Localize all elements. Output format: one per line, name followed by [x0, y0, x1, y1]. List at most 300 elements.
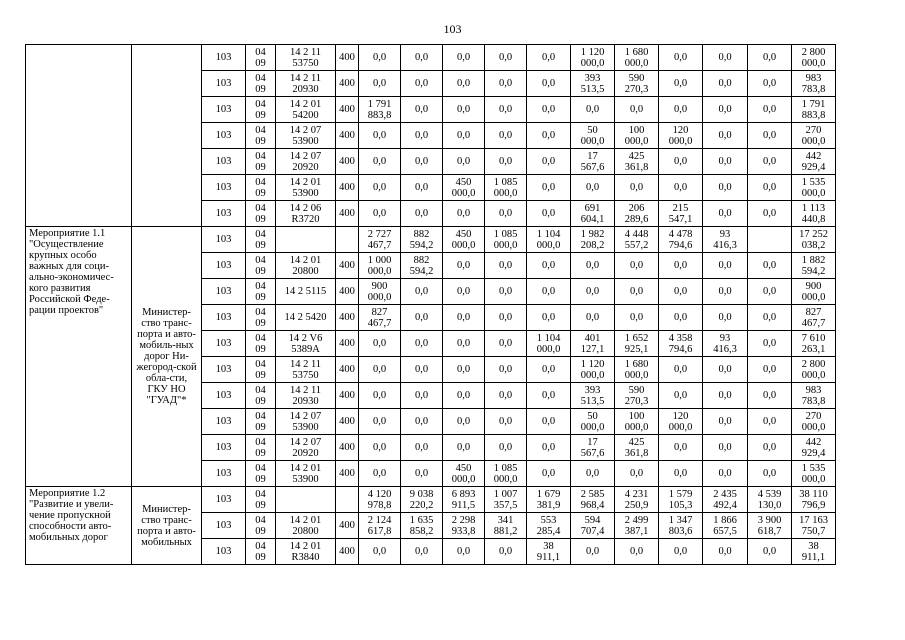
total-cell: 1 113 440,8: [792, 201, 836, 227]
value-2014: 2 124 617,8: [359, 513, 401, 539]
table-row: [26, 487, 882, 513]
value-2020: 0,0: [615, 253, 659, 279]
target-code-cell: 14 2 11 53750: [276, 357, 336, 383]
value-2022: 0,0: [703, 71, 748, 97]
expense-type-cell: 400: [336, 539, 359, 565]
value-2023: 0,0: [748, 175, 792, 201]
value-2017: 0,0: [485, 45, 527, 71]
value-2015: 0,0: [401, 383, 443, 409]
value-2021: 4 358 794,6: [659, 331, 703, 357]
value-2014: 1 791 883,8: [359, 97, 401, 123]
value-2021: 120 000,0: [659, 123, 703, 149]
value-2015: 0,0: [401, 279, 443, 305]
value-2016: 0,0: [443, 279, 485, 305]
code-cell: 103: [202, 513, 246, 539]
value-2018: 0,0: [527, 253, 571, 279]
total-cell: 442 929,4: [792, 149, 836, 175]
value-2020: 4 448 557,2: [615, 227, 659, 253]
value-2018: 553 285,4: [527, 513, 571, 539]
value-2019: 1 982 208,2: [571, 227, 615, 253]
value-2017: 0,0: [485, 539, 527, 565]
value-2019: 1 120 000,0: [571, 357, 615, 383]
target-code-cell: 14 2 5420: [276, 305, 336, 331]
executor-cell: Министер-ство транс-порта и авто-мобильных: [132, 487, 202, 565]
value-2020: 1 680 000,0: [615, 45, 659, 71]
value-2018: 0,0: [527, 357, 571, 383]
value-2023: 0,0: [748, 461, 792, 487]
executor-cell: [132, 45, 202, 227]
value-2016: 0,0: [443, 123, 485, 149]
value-2017: 1 007 357,5: [485, 487, 527, 513]
value-2014: 0,0: [359, 539, 401, 565]
value-2017: 0,0: [485, 201, 527, 227]
value-2014: 4 120 978,8: [359, 487, 401, 513]
total-cell: 1 882 594,2: [792, 253, 836, 279]
value-2014: 0,0: [359, 409, 401, 435]
value-2020: 0,0: [615, 305, 659, 331]
value-2020: 0,0: [615, 461, 659, 487]
code-cell: 103: [202, 409, 246, 435]
value-2019: 393 513,5: [571, 383, 615, 409]
value-2017: 0,0: [485, 435, 527, 461]
section-cell: 04 09: [246, 71, 276, 97]
value-2015: 0,0: [401, 435, 443, 461]
value-2016: 450 000,0: [443, 175, 485, 201]
value-2020: 590 270,3: [615, 71, 659, 97]
value-2021: 0,0: [659, 461, 703, 487]
section-cell: 04 09: [246, 175, 276, 201]
value-2017: 0,0: [485, 409, 527, 435]
value-2021: 0,0: [659, 45, 703, 71]
value-2014: 0,0: [359, 123, 401, 149]
value-2022: 0,0: [703, 383, 748, 409]
expense-type-cell: 400: [336, 201, 359, 227]
target-code-cell: 14 2 07 53900: [276, 409, 336, 435]
section-cell: 04 09: [246, 461, 276, 487]
value-2018: 0,0: [527, 45, 571, 71]
value-2020: 100 000,0: [615, 409, 659, 435]
code-cell: 103: [202, 539, 246, 565]
value-2019: 0,0: [571, 175, 615, 201]
value-2020: 2 499 387,1: [615, 513, 659, 539]
value-2020: 590 270,3: [615, 383, 659, 409]
value-2021: 0,0: [659, 253, 703, 279]
code-cell: 103: [202, 97, 246, 123]
value-2016: 0,0: [443, 201, 485, 227]
value-2021: 1 347 803,6: [659, 513, 703, 539]
target-code-cell: [276, 487, 336, 513]
value-2017: 0,0: [485, 71, 527, 97]
expense-type-cell: [336, 487, 359, 513]
value-2022: 0,0: [703, 149, 748, 175]
value-2016: 0,0: [443, 539, 485, 565]
value-2019: 691 604,1: [571, 201, 615, 227]
value-2018: 38 911,1: [527, 539, 571, 565]
value-2019: 17 567,6: [571, 149, 615, 175]
total-cell: 983 783,8: [792, 383, 836, 409]
value-2015: 0,0: [401, 201, 443, 227]
target-code-cell: 14 2 V6 5389A: [276, 331, 336, 357]
value-2018: 1 679 381,9: [527, 487, 571, 513]
value-2016: 0,0: [443, 383, 485, 409]
value-2015: 0,0: [401, 45, 443, 71]
value-2018: 0,0: [527, 279, 571, 305]
value-2018: 0,0: [527, 71, 571, 97]
value-2016: 0,0: [443, 71, 485, 97]
code-cell: 103: [202, 123, 246, 149]
value-2017: 1 085 000,0: [485, 461, 527, 487]
value-2014: 0,0: [359, 149, 401, 175]
value-2014: 0,0: [359, 435, 401, 461]
value-2018: 0,0: [527, 123, 571, 149]
value-2022: 0,0: [703, 45, 748, 71]
value-2021: 0,0: [659, 279, 703, 305]
value-2015: 882 594,2: [401, 253, 443, 279]
value-2016: 0,0: [443, 409, 485, 435]
expense-type-cell: 400: [336, 45, 359, 71]
value-2016: 0,0: [443, 253, 485, 279]
value-2020: 100 000,0: [615, 123, 659, 149]
value-2018: 0,0: [527, 201, 571, 227]
total-cell: 17 252 038,2: [792, 227, 836, 253]
section-cell: 04 09: [246, 253, 276, 279]
value-2022: 2 435 492,4: [703, 487, 748, 513]
target-code-cell: 14 2 06 R3720: [276, 201, 336, 227]
total-cell: 900 000,0: [792, 279, 836, 305]
value-2023: 0,0: [748, 201, 792, 227]
value-2023: 0,0: [748, 409, 792, 435]
value-2015: 0,0: [401, 123, 443, 149]
expense-type-cell: 400: [336, 305, 359, 331]
section-cell: 04 09: [246, 305, 276, 331]
value-2019: 0,0: [571, 97, 615, 123]
section-cell: 04 09: [246, 149, 276, 175]
value-2018: 0,0: [527, 409, 571, 435]
section-cell: 04 09: [246, 279, 276, 305]
value-2022: 0,0: [703, 253, 748, 279]
value-2022: 1 866 657,5: [703, 513, 748, 539]
value-2015: 0,0: [401, 539, 443, 565]
total-cell: 1 791 883,8: [792, 97, 836, 123]
value-2017: 0,0: [485, 279, 527, 305]
code-cell: 103: [202, 279, 246, 305]
section-cell: 04 09: [246, 513, 276, 539]
value-2019: 17 567,6: [571, 435, 615, 461]
measure-name-cell: Мероприятие 1.2 "Развитие и увели-чение пропускной способности авто-мобильных дорог: [26, 487, 132, 565]
section-cell: 04 09: [246, 45, 276, 71]
target-code-cell: 14 2 01 20800: [276, 513, 336, 539]
total-cell: 38 110 796,9: [792, 487, 836, 513]
value-2019: 0,0: [571, 305, 615, 331]
value-2020: 0,0: [615, 175, 659, 201]
value-2019: 0,0: [571, 253, 615, 279]
value-2020: 425 361,8: [615, 435, 659, 461]
value-2014: 0,0: [359, 357, 401, 383]
value-2021: 0,0: [659, 435, 703, 461]
value-2015: 0,0: [401, 97, 443, 123]
code-cell: 103: [202, 435, 246, 461]
code-cell: 103: [202, 357, 246, 383]
total-cell: 2 800 000,0: [792, 45, 836, 71]
value-2019: 393 513,5: [571, 71, 615, 97]
value-2015: 0,0: [401, 357, 443, 383]
total-cell: 1 535 000,0: [792, 175, 836, 201]
code-cell: 103: [202, 45, 246, 71]
measure-name-cell: [26, 45, 132, 227]
value-2018: 0,0: [527, 97, 571, 123]
value-2016: 0,0: [443, 97, 485, 123]
code-cell: 103: [202, 383, 246, 409]
target-code-cell: 14 2 01 54200: [276, 97, 336, 123]
value-2022: 0,0: [703, 409, 748, 435]
expense-type-cell: 400: [336, 279, 359, 305]
value-2021: 120 000,0: [659, 409, 703, 435]
value-2022: 93 416,3: [703, 227, 748, 253]
value-2022: 93 416,3: [703, 331, 748, 357]
target-code-cell: 14 2 11 20930: [276, 71, 336, 97]
total-cell: 38 911,1: [792, 539, 836, 565]
value-2019: 401 127,1: [571, 331, 615, 357]
value-2016: 0,0: [443, 305, 485, 331]
section-cell: 04 09: [246, 383, 276, 409]
target-code-cell: 14 2 11 53750: [276, 45, 336, 71]
value-2018: 0,0: [527, 175, 571, 201]
value-2014: 0,0: [359, 383, 401, 409]
value-2017: 1 085 000,0: [485, 227, 527, 253]
section-cell: 04 09: [246, 97, 276, 123]
value-2022: 0,0: [703, 123, 748, 149]
value-2021: 0,0: [659, 149, 703, 175]
value-2015: 0,0: [401, 409, 443, 435]
value-2021: 4 478 794,6: [659, 227, 703, 253]
value-2023: 0,0: [748, 539, 792, 565]
value-2016: 450 000,0: [443, 461, 485, 487]
value-2022: 0,0: [703, 279, 748, 305]
value-2016: 450 000,0: [443, 227, 485, 253]
value-2021: 0,0: [659, 175, 703, 201]
value-2020: 0,0: [615, 279, 659, 305]
value-2021: 0,0: [659, 97, 703, 123]
expense-type-cell: 400: [336, 71, 359, 97]
expense-type-cell: 400: [336, 461, 359, 487]
budget-table: [25, 44, 882, 565]
value-2021: 0,0: [659, 383, 703, 409]
expense-type-cell: 400: [336, 149, 359, 175]
code-cell: 103: [202, 487, 246, 513]
expense-type-cell: 400: [336, 253, 359, 279]
section-cell: 04 09: [246, 201, 276, 227]
executor-cell: Министер-ство транс-порта и авто-мобиль-ных дорог Ни-жегород-ской обла-сти, ГКУ НО "ГУАД"*: [132, 227, 202, 487]
value-2016: 0,0: [443, 45, 485, 71]
code-cell: 103: [202, 201, 246, 227]
value-2015: 882 594,2: [401, 227, 443, 253]
value-2015: 0,0: [401, 331, 443, 357]
value-2014: 0,0: [359, 175, 401, 201]
value-2014: 0,0: [359, 201, 401, 227]
target-code-cell: 14 2 11 20930: [276, 383, 336, 409]
value-2020: 0,0: [615, 97, 659, 123]
value-2023: 0,0: [748, 149, 792, 175]
value-2019: 0,0: [571, 461, 615, 487]
value-2017: 0,0: [485, 331, 527, 357]
value-2023: 0,0: [748, 305, 792, 331]
target-code-cell: 14 2 07 20920: [276, 435, 336, 461]
value-2014: 900 000,0: [359, 279, 401, 305]
table-row: [26, 45, 882, 71]
expense-type-cell: 400: [336, 409, 359, 435]
value-2014: 2 727 467,7: [359, 227, 401, 253]
value-2023: 0,0: [748, 279, 792, 305]
value-2020: 1 680 000,0: [615, 357, 659, 383]
total-cell: 2 800 000,0: [792, 357, 836, 383]
value-2023: [748, 227, 792, 253]
expense-type-cell: 400: [336, 175, 359, 201]
value-2016: 2 298 933,8: [443, 513, 485, 539]
expense-type-cell: 400: [336, 383, 359, 409]
value-2017: 341 881,2: [485, 513, 527, 539]
total-cell: 17 163 750,7: [792, 513, 836, 539]
expense-type-cell: 400: [336, 513, 359, 539]
value-2021: 0,0: [659, 305, 703, 331]
section-cell: 04 09: [246, 123, 276, 149]
value-2016: 0,0: [443, 357, 485, 383]
total-cell: 270 000,0: [792, 123, 836, 149]
value-2020: 4 231 250,9: [615, 487, 659, 513]
value-2019: 50 000,0: [571, 409, 615, 435]
target-code-cell: 14 2 01 R3840: [276, 539, 336, 565]
value-2017: 0,0: [485, 123, 527, 149]
value-2022: 0,0: [703, 357, 748, 383]
value-2015: 0,0: [401, 149, 443, 175]
section-cell: 04 09: [246, 331, 276, 357]
value-2023: 4 539 130,0: [748, 487, 792, 513]
value-2019: 0,0: [571, 279, 615, 305]
section-cell: 04 09: [246, 435, 276, 461]
value-2015: 9 038 220,2: [401, 487, 443, 513]
value-2023: 0,0: [748, 71, 792, 97]
value-2016: 0,0: [443, 435, 485, 461]
value-2022: 0,0: [703, 175, 748, 201]
total-cell: 983 783,8: [792, 71, 836, 97]
value-2017: 0,0: [485, 305, 527, 331]
value-2015: 1 635 858,2: [401, 513, 443, 539]
code-cell: 103: [202, 461, 246, 487]
value-2022: 0,0: [703, 201, 748, 227]
value-2017: 0,0: [485, 97, 527, 123]
target-code-cell: [276, 227, 336, 253]
value-2018: 0,0: [527, 383, 571, 409]
value-2017: 0,0: [485, 383, 527, 409]
value-2017: 0,0: [485, 253, 527, 279]
value-2015: 0,0: [401, 305, 443, 331]
section-cell: 04 09: [246, 539, 276, 565]
value-2019: 0,0: [571, 539, 615, 565]
code-cell: 103: [202, 71, 246, 97]
value-2019: 1 120 000,0: [571, 45, 615, 71]
total-cell: 442 929,4: [792, 435, 836, 461]
value-2022: 0,0: [703, 435, 748, 461]
value-2023: 0,0: [748, 97, 792, 123]
code-cell: 103: [202, 331, 246, 357]
total-cell: 827 467,7: [792, 305, 836, 331]
table-row: [26, 227, 882, 253]
value-2021: 0,0: [659, 71, 703, 97]
code-cell: 103: [202, 253, 246, 279]
target-code-cell: 14 2 01 53900: [276, 461, 336, 487]
value-2019: 50 000,0: [571, 123, 615, 149]
target-code-cell: 14 2 01 20800: [276, 253, 336, 279]
value-2020: 1 652 925,1: [615, 331, 659, 357]
value-2022: 0,0: [703, 539, 748, 565]
expense-type-cell: 400: [336, 357, 359, 383]
expense-type-cell: [336, 227, 359, 253]
code-cell: 103: [202, 175, 246, 201]
value-2016: 6 893 911,5: [443, 487, 485, 513]
value-2023: 3 900 618,7: [748, 513, 792, 539]
value-2014: 0,0: [359, 331, 401, 357]
total-cell: 270 000,0: [792, 409, 836, 435]
value-2023: 0,0: [748, 123, 792, 149]
section-cell: 04 09: [246, 357, 276, 383]
value-2014: 0,0: [359, 461, 401, 487]
value-2017: 1 085 000,0: [485, 175, 527, 201]
total-cell: 1 535 000,0: [792, 461, 836, 487]
code-cell: 103: [202, 149, 246, 175]
total-cell: 7 610 263,1: [792, 331, 836, 357]
expense-type-cell: 400: [336, 123, 359, 149]
value-2022: 0,0: [703, 305, 748, 331]
value-2022: 0,0: [703, 461, 748, 487]
value-2014: 1 000 000,0: [359, 253, 401, 279]
value-2021: 0,0: [659, 539, 703, 565]
value-2021: 0,0: [659, 357, 703, 383]
value-2018: 1 104 000,0: [527, 331, 571, 357]
target-code-cell: 14 2 07 53900: [276, 123, 336, 149]
value-2018: 0,0: [527, 461, 571, 487]
value-2017: 0,0: [485, 149, 527, 175]
value-2023: 0,0: [748, 357, 792, 383]
value-2018: 1 104 000,0: [527, 227, 571, 253]
value-2019: 2 585 968,4: [571, 487, 615, 513]
code-cell: 103: [202, 305, 246, 331]
value-2020: 0,0: [615, 539, 659, 565]
target-code-cell: 14 2 07 20920: [276, 149, 336, 175]
target-code-cell: 14 2 01 53900: [276, 175, 336, 201]
section-cell: 04 09: [246, 487, 276, 513]
value-2020: 206 289,6: [615, 201, 659, 227]
expense-type-cell: 400: [336, 435, 359, 461]
value-2015: 0,0: [401, 175, 443, 201]
value-2014: 0,0: [359, 45, 401, 71]
value-2015: 0,0: [401, 461, 443, 487]
value-2016: 0,0: [443, 149, 485, 175]
value-2023: 0,0: [748, 383, 792, 409]
section-cell: 04 09: [246, 227, 276, 253]
value-2021: 215 547,1: [659, 201, 703, 227]
page-number: 103: [443, 22, 462, 36]
expense-type-cell: 400: [336, 97, 359, 123]
value-2023: 0,0: [748, 331, 792, 357]
value-2020: 425 361,8: [615, 149, 659, 175]
value-2017: 0,0: [485, 357, 527, 383]
section-cell: 04 09: [246, 409, 276, 435]
value-2022: 0,0: [703, 97, 748, 123]
value-2023: 0,0: [748, 435, 792, 461]
code-cell: 103: [202, 227, 246, 253]
value-2014: 0,0: [359, 71, 401, 97]
value-2018: 0,0: [527, 305, 571, 331]
value-2019: 594 707,4: [571, 513, 615, 539]
